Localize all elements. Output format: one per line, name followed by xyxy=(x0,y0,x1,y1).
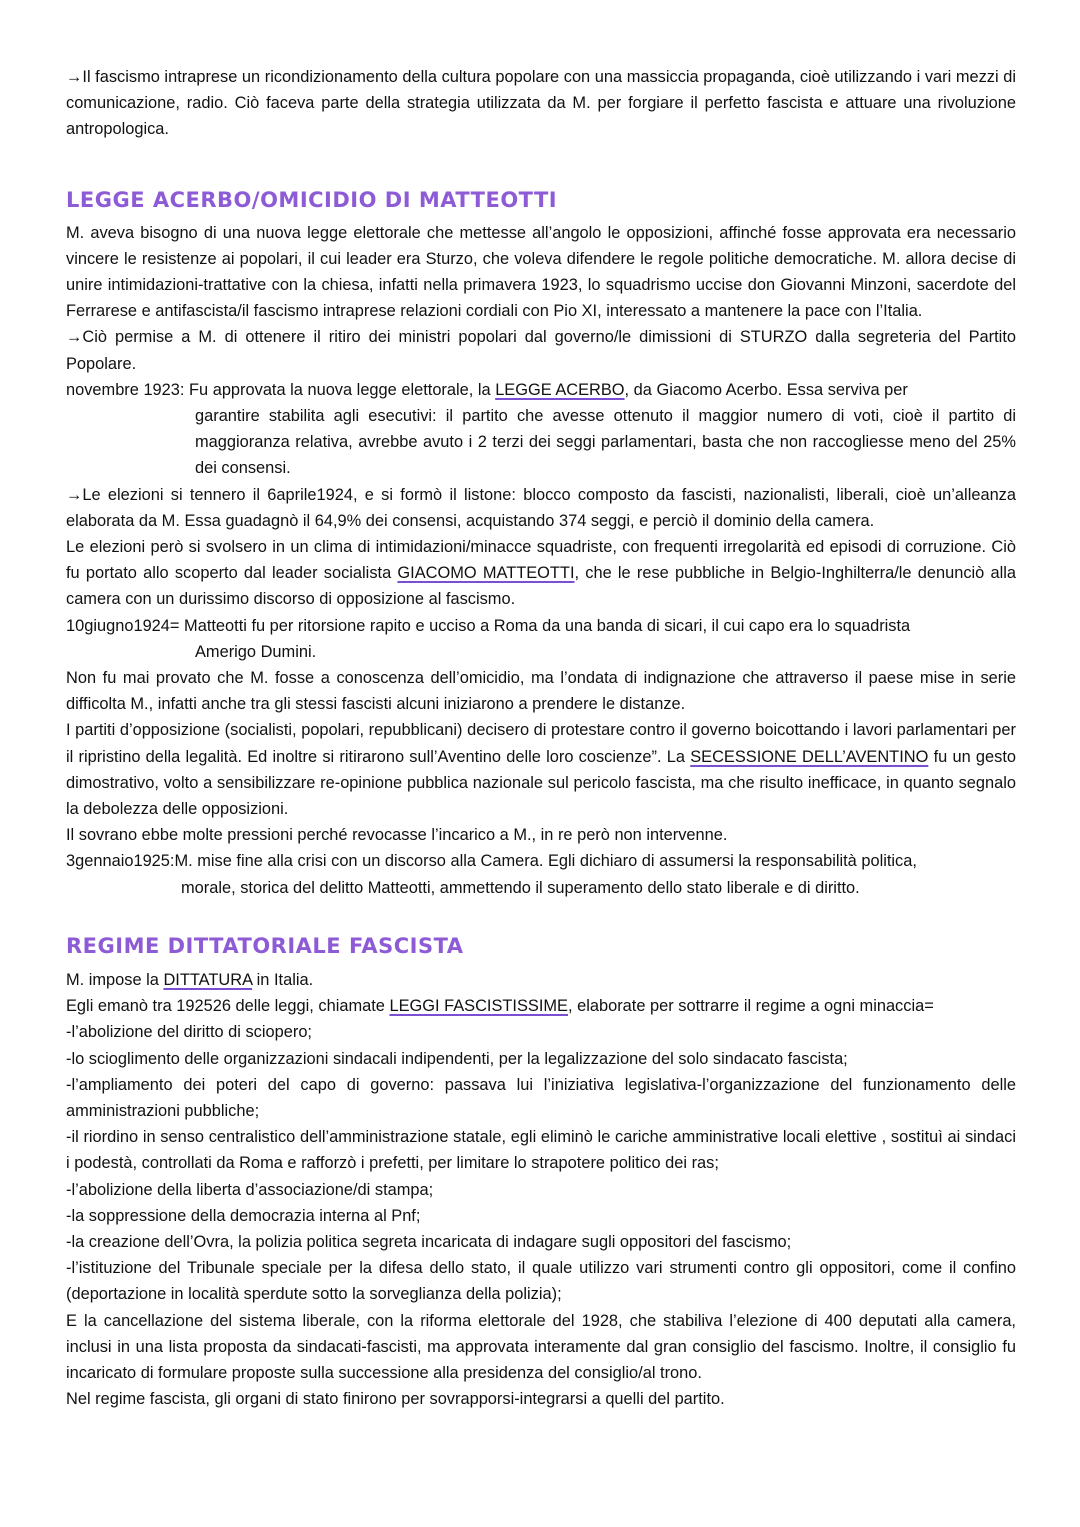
list-item: -lo scioglimento delle organizzazioni sindacali indipendenti, per la legalizzazione del solo sindacato fascista; xyxy=(66,1049,848,1068)
section-heading-regime-dittatoriale: REGIME DITTATORIALE FASCISTA xyxy=(66,933,464,958)
text-span: fu un gesto dimostrativo, volto a sensibilizzare re-opinione pubblica nazionale sul pericolo fascista, ma che risulto inefficace, in quanto segnalo la debolezza delle opposizioni. xyxy=(66,747,1017,819)
paragraph-elezioni-1924 xyxy=(66,482,1016,534)
paragraph-leggi-fascistissime xyxy=(66,993,1016,1019)
date-text xyxy=(189,377,1016,403)
term-leggi-fascistissime: LEGGI FASCISTISSIME xyxy=(389,997,568,1016)
list-item: -la creazione dell’Ovra, la polizia politica segreta incaricata di indagare sugli oppositori del fascismo; xyxy=(66,1232,792,1251)
text-span: Fu approvata la nuova legge elettorale, la xyxy=(189,380,496,399)
arrow-icon: → xyxy=(66,485,83,504)
list-item: -l’istituzione del Tribunale speciale per la difesa dello stato, il quale utilizzo vari strumenti contro gli oppositori, come il confino (deportazione in località sperdute sotto la sorveglianza della polizia); xyxy=(66,1259,1016,1304)
term-giacomo-matteotti: GIACOMO MATTEOTTI xyxy=(397,564,575,583)
date-entry-continuation: morale, storica del delitto Matteotti, ammettendo il superamento dello stato liberale e di diritto. xyxy=(181,878,860,897)
paragraph-aventino xyxy=(66,717,1016,822)
date-entry-continuation: garantire stabilita agli esecutivi: il partito che avesse ottenuto il maggior numero di voti, cioè il partito di maggioranza relativa, avrebbe avuto i 2 terzi dei seggi parlamentari, basta che non raccogliesse meno del 25% dei consensi. xyxy=(195,407,1016,478)
date-label: 3gennaio1925: xyxy=(66,852,175,871)
intro-paragraph xyxy=(66,64,1016,143)
list-item: -la soppressione della democrazia interna al Pnf; xyxy=(66,1206,421,1225)
paragraph-matteotti-denuncia xyxy=(66,534,1016,613)
arrow-icon: → xyxy=(66,328,83,347)
date-entry-3-gennaio-1925 xyxy=(66,848,1016,874)
paragraph-text: Ciò permise a M. di ottenere il ritiro dei ministri popolari dal governo/le dimissioni di STURZO dalla segreteria del Partito Popolare. xyxy=(66,328,1016,373)
paragraph-riforma-1928: E la cancellazione del sistema liberale, con la riforma elettorale del 1928, che stabiliva l’elezione di 400 deputati alla camera, inclusi in una lista proposta da sindacati-fascisti, ma approvata interamente dal gran consiglio del fascismo. Inoltre, il consiglio fu incaricato di formulare proposte sulla successione alla presidenza del consiglio/al trono. xyxy=(66,1311,1016,1382)
text-span: Egli emanò tra 192526 delle leggi, chiamate xyxy=(66,997,390,1016)
text-span: , da Giacomo Acerbo. Essa serviva per xyxy=(624,380,908,399)
text-span: in Italia. xyxy=(252,970,314,989)
date-label: novembre 1923: xyxy=(66,380,190,399)
text-span: , elaborate per sottrarre il regime a ogni minaccia= xyxy=(568,997,934,1016)
paragraph-dittatura xyxy=(66,967,1016,993)
date-entry-10-giugno-1924 xyxy=(66,613,1016,639)
section-heading-legge-acerbo: LEGGE ACERBO/OMICIDIO DI MATTEOTTI xyxy=(66,187,558,212)
date-entry-continuation: Amerigo Dumini. xyxy=(195,642,317,661)
list-item: -l’abolizione del diritto di sciopero; xyxy=(66,1023,312,1042)
date-label: 10giugno1924= xyxy=(66,616,185,635)
date-text: Matteotti fu per ritorsione rapito e ucciso a Roma da una banda di sicari, il cui capo era lo squadrista xyxy=(184,616,911,635)
paragraph-ritiro-ministri xyxy=(66,324,1016,376)
list-item: -l’ampliamento dei poteri del capo di governo: passava lui l’iniziativa legislativa-l’organizzazione del funzionamento delle amministrazioni pubbliche; xyxy=(66,1075,1016,1120)
date-entry-novembre-1923 xyxy=(66,377,1016,403)
paragraph-text: Le elezioni si tennero il 6aprile1924, e si formò il listone: blocco composto da fascisti, nazionalisti, liberali, cioè un’alleanza elaborata da M. Essa guadagnò il 64,9% dei consensi, acquistando 374 seggi, e perciò il dominio della camera. xyxy=(66,485,1016,530)
text-span: Le elezioni però si svolsero in un clima di intimidazioni/minacce squadriste, con frequenti irregolarità ed episodi di corruzione. Ciò fu portato allo scoperto dal leader socialista xyxy=(66,538,1016,583)
date-text: M. mise fine alla crisi con un discorso alla Camera. Egli dichiaro di assumersi la responsabilità politica, xyxy=(174,852,917,871)
term-secessione-aventino: SECESSIONE DELL’AVENTINO xyxy=(690,747,929,766)
term-dittatura: DITTATURA xyxy=(163,970,253,989)
text-span: I partiti d’opposizione (socialisti, popolari, repubblicani) decisero di protestare contro il governo boicottando i lavori parlamentari per il ripristino della legalità. Ed inoltre si ritirarono sull’Aventino delle loro coscienze”. La xyxy=(66,721,1016,766)
term-legge-acerbo: LEGGE ACERBO xyxy=(495,380,625,399)
text-span: , che le rese pubbliche in Belgio-Inghilterra/le denunciò alla camera con un durissimo discorso di opposizione al fascismo. xyxy=(66,564,1016,609)
intro-text: Il fascismo intraprese un ricondizionamento della cultura popolare con una massiccia propaganda, cioè utilizzando i vari mezzi di comunicazione, radio. Ciò faceva parte della strategia utilizzata da M. per forgiare il perfetto fascista e attuare una rivoluzione antropologica. xyxy=(66,68,1016,139)
paragraph-indignazione: Non fu mai provato che M. fosse a conoscenza dell’omicidio, ma l’ondata di indignazione che attraverso il paese mise in serie difficolta M., infatti anche tra gli stessi fascisti alcuni iniziarono a prendere le distanze. xyxy=(66,669,1016,714)
text-span: M. impose la xyxy=(66,970,164,989)
paragraph-sovrano: Il sovrano ebbe molte pressioni perché revocasse l’incarico a M., in re però non intervenne. xyxy=(66,826,728,845)
list-item: -l’abolizione della liberta d’associazione/di stampa; xyxy=(66,1180,434,1199)
paragraph-legge-elettorale: M. aveva bisogno di una nuova legge elettorale che mettesse all’angolo le opposizioni, affinché fosse approvata era necessario vincere le resistenze ai popolari, il cui leader era Sturzo, che voleva difendere le regole politiche democratiche. M. allora decise di unire intimidazioni-trattative con la chiesa, infatti nella primavera 1923, lo squadrismo uccise don Giovanni Minzoni, sacerdote del Ferrarese e antifascista/il fascismo intraprese relazioni cordiali con Pio XI, interessato a mantenere la pace con l’Italia. xyxy=(66,223,1016,321)
document-content xyxy=(66,64,1016,1412)
paragraph-conclusione: Nel regime fascista, gli organi di stato finirono per sovrapporsi-integrarsi a quelli del partito. xyxy=(66,1390,725,1409)
arrow-icon: → xyxy=(66,68,83,86)
list-item: -il riordino in senso centralistico dell’amministrazione statale, egli eliminò le cariche amministrative locali elettive , sostituì ai sindaci i podestà, controllati da Roma e rafforzò i prefetti, per limitare lo strapotere politico dei ras; xyxy=(66,1128,1016,1173)
